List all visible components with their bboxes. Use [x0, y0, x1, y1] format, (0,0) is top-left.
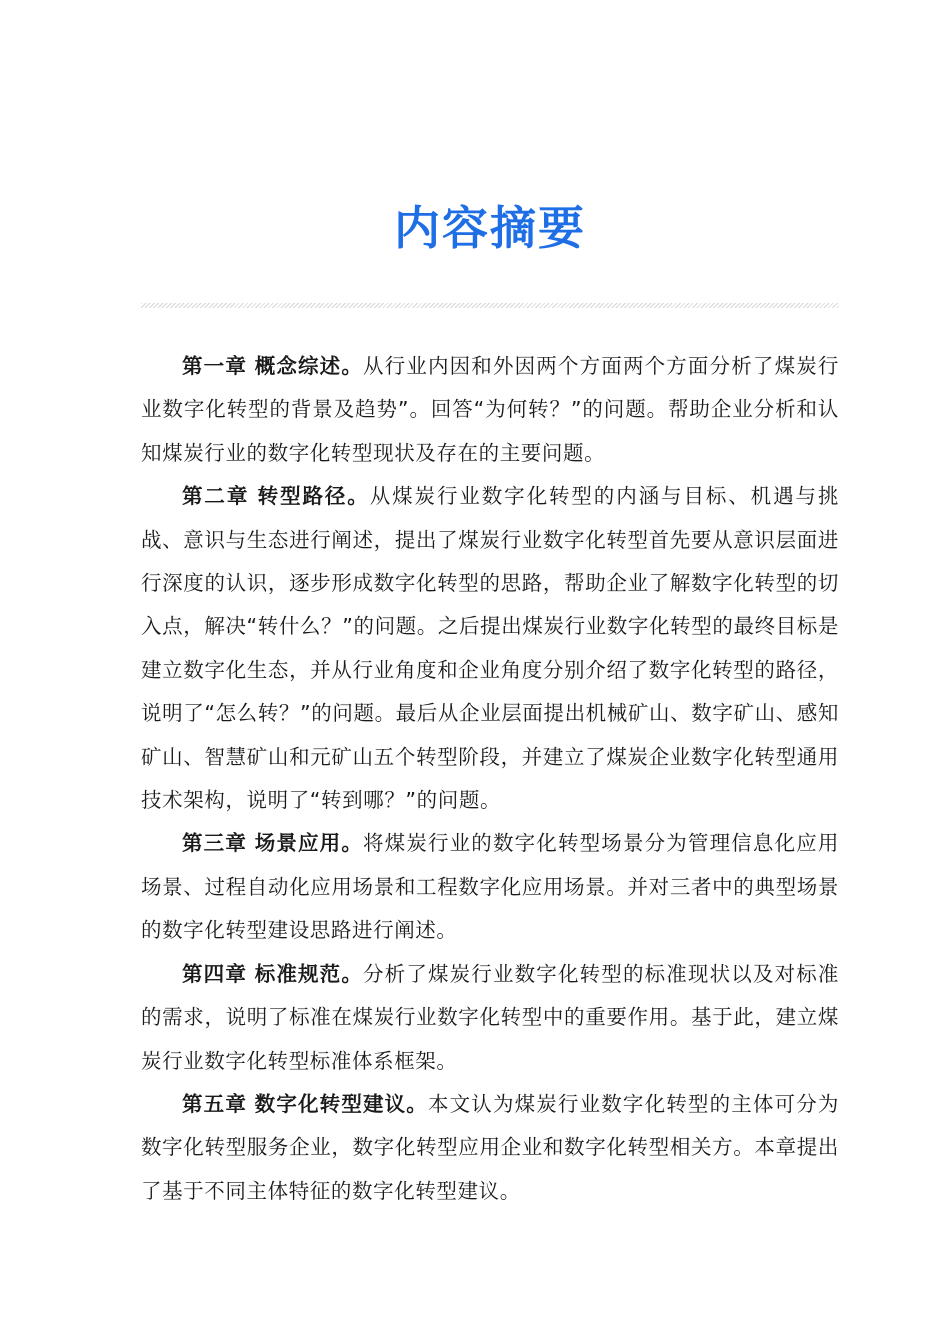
chapter-5-label: 第五章 — [182, 1091, 247, 1116]
chapter-4-paragraph — [141, 953, 839, 1083]
title-divider — [141, 303, 839, 308]
chapter-2-heading: 转型路径。 — [257, 484, 370, 509]
chapter-2-paragraph — [141, 475, 839, 822]
chapter-3-paragraph — [141, 822, 839, 952]
chapter-5-body: 本文认为煤炭行业数字化转型的主体可分为数字化转型服务企业，数字化转型应用企业和数字化转型相关方。本章提出了基于不同主体特征的数字化转型建议。 — [141, 1091, 839, 1203]
chapter-5-heading: 数字化转型建议。 — [254, 1091, 428, 1116]
chapter-4-heading: 标准规范。 — [254, 961, 363, 986]
chapter-1-paragraph — [141, 345, 839, 475]
chapter-1-body: 从行业内因和外因两个方面两个方面分析了煤炭行业数字化转型的背景及趋势”。回答“为何转？”的问题。帮助企业分析和认知煤炭行业的数字化转型现状及存在的主要问题。 — [141, 354, 840, 465]
chapter-1-heading: 概念综述。 — [254, 354, 363, 378]
chapter-1-label: 第一章 — [182, 354, 247, 378]
chapter-3-heading: 场景应用。 — [254, 831, 363, 856]
page-title: 内容摘要 — [394, 201, 586, 255]
chapter-2-body: 从煤炭行业数字化转型的内涵与目标、机遇与挑战、意识与生态进行阐述，提出了煤炭行业数字化转型首先要从意识层面进行深度的认识，逐步形成数字化转型的思路，帮助企业了解数字化转型的切入点，解决“转什么？”的问题。之后提出煤炭行业数字化转型的最终目标是建立数字化生态，并从行业角度和企业角度分别介绍了数字化转型的路径，说明了“怎么转？”的问题。最后从企业层面提出机械矿山、数字矿山、感知矿山、智慧矿山和元矿山五个转型阶段，并建立了煤炭企业数字化转型通用技术架构，说明了“转到哪？”的问题。 — [141, 484, 839, 813]
summary-content — [141, 345, 839, 1213]
chapter-5-paragraph — [141, 1083, 839, 1213]
chapter-3-body: 将煤炭行业的数字化转型场景分为管理信息化应用场景、过程自动化应用场景和工程数字化应用场景。并对三者中的典型场景的数字化转型建设思路进行阐述。 — [141, 831, 840, 943]
chapter-4-body: 分析了煤炭行业数字化转型的标准现状以及对标准的需求，说明了标准在煤炭行业数字化转型中的重要作用。基于此，建立煤炭行业数字化转型标准体系框架。 — [141, 961, 840, 1073]
chapter-4-label: 第四章 — [182, 961, 247, 986]
chapter-3-label: 第三章 — [182, 831, 247, 856]
chapter-2-label: 第二章 — [182, 484, 250, 509]
